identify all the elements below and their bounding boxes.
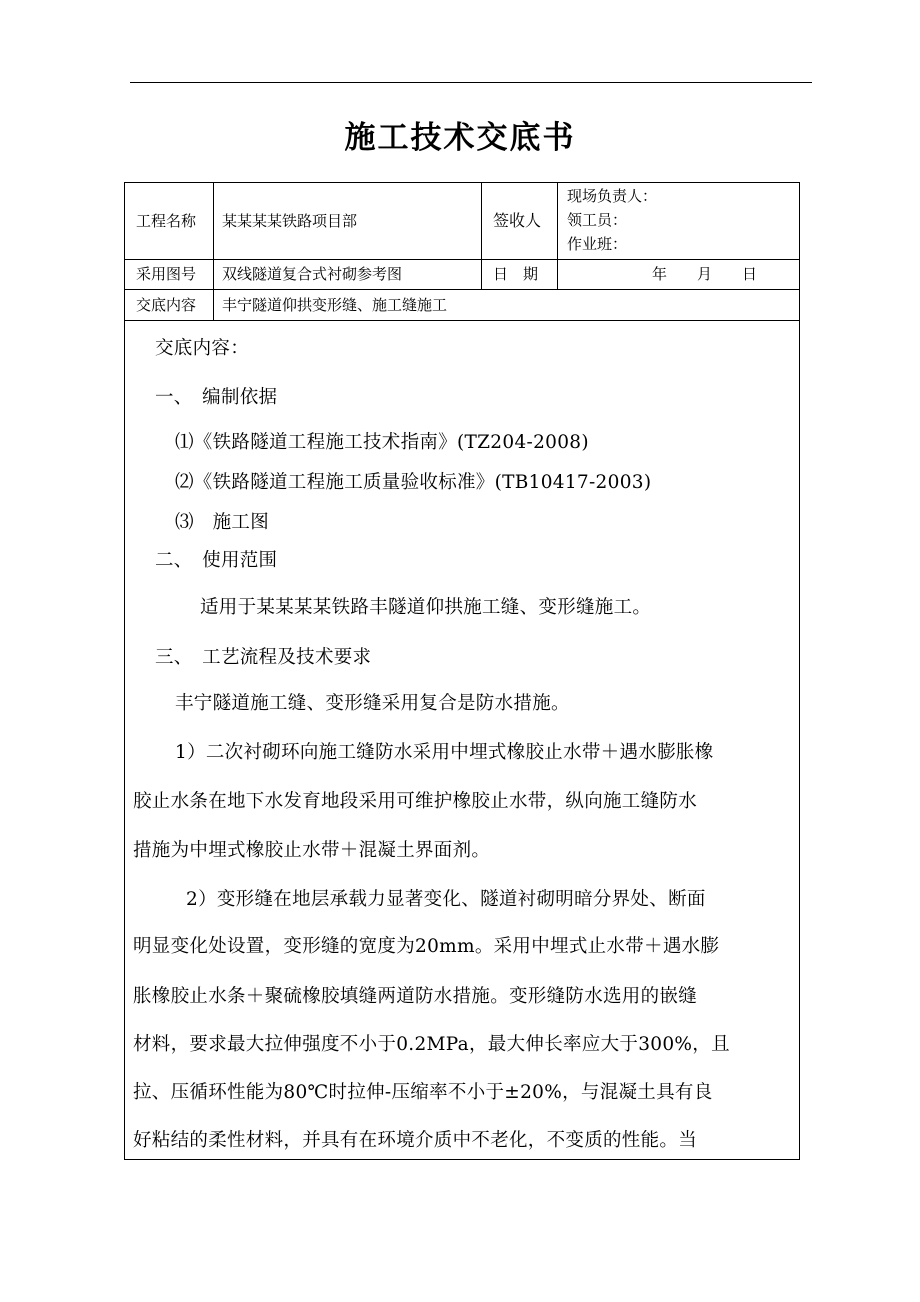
- section-heading: 一、 编制依据: [155, 387, 278, 408]
- reference-item: ⑶ 施工图: [175, 512, 270, 533]
- table-rule: [124, 320, 800, 321]
- table-rule: [213, 182, 214, 320]
- table-rule: [557, 182, 558, 289]
- receiver-site-manager: 现场负责人：: [567, 187, 658, 205]
- paragraph-line: 2）变形缝在地层承载力显著变化、隧道衬砌明暗分界处、断面: [186, 889, 706, 910]
- disclosure-table: [124, 182, 800, 1160]
- paragraph-line: 材料，要求最大拉伸强度不小于0.2MPa，最大伸长率应大于300%，且: [133, 1034, 730, 1055]
- project-name-label: 工程名称: [136, 212, 197, 230]
- date-value: 年 月 日: [652, 265, 758, 283]
- receiver-foreman: 领工员：: [567, 211, 628, 229]
- project-name-value: 某某某某铁路项目部: [222, 212, 358, 230]
- date-label: 日 期: [493, 265, 539, 283]
- paragraph-line: 丰宁隧道施工缝、变形缝采用复合是防水措施。: [175, 693, 570, 714]
- table-rule: [124, 259, 800, 260]
- paragraph-line: 胶止水条在地下水发育地段采用可维护橡胶止水带，纵向施工缝防水: [133, 791, 698, 812]
- paragraph-line: 1）二次衬砌环向施工缝防水采用中埋式橡胶止水带＋遇水膨胀橡: [175, 742, 714, 763]
- section-heading: 交底内容：: [155, 338, 250, 359]
- document-title: 施工技术交底书: [344, 120, 576, 156]
- content-label: 交底内容: [136, 296, 197, 314]
- paragraph-line: 适用于某某某某铁路丰隧道仰拱施工缝、变形缝施工。: [200, 597, 652, 618]
- drawing-label: 采用图号: [136, 265, 197, 283]
- paragraph-line: 明显变化处设置，变形缝的宽度为20mm。采用中埋式止水带＋遇水膨: [133, 936, 720, 957]
- reference-item: ⑴《铁路隧道工程施工技术指南》(TZ204-2008): [175, 432, 589, 453]
- receiver-label: 签收人: [493, 211, 542, 230]
- paragraph-line: 拉、压循环性能为80℃时拉伸-压缩率不小于±20%，与混凝土具有良: [133, 1082, 713, 1103]
- table-rule: [124, 289, 800, 290]
- reference-item: ⑵《铁路隧道工程施工质量验收标准》(TB10417-2003): [175, 472, 652, 493]
- drawing-value: 双线隧道复合式衬砌参考图: [222, 265, 403, 283]
- table-rule: [481, 182, 482, 289]
- paragraph-line: 好粘结的柔性材料，并具有在环境介质中不老化，不变质的性能。当: [133, 1130, 698, 1151]
- paragraph-line: 胀橡胶止水条＋聚硫橡胶填缝两道防水措施。变形缝防水选用的嵌缝: [133, 986, 698, 1007]
- header-rule: [130, 82, 812, 83]
- section-heading: 三、 工艺流程及技术要求: [155, 647, 372, 668]
- paragraph-line: 措施为中埋式橡胶止水带＋混凝土界面剂。: [133, 840, 491, 861]
- section-heading: 二、 使用范围: [155, 550, 278, 571]
- content-value: 丰宁隧道仰拱变形缝、施工缝施工: [222, 296, 448, 314]
- receiver-work-team: 作业班：: [567, 235, 628, 253]
